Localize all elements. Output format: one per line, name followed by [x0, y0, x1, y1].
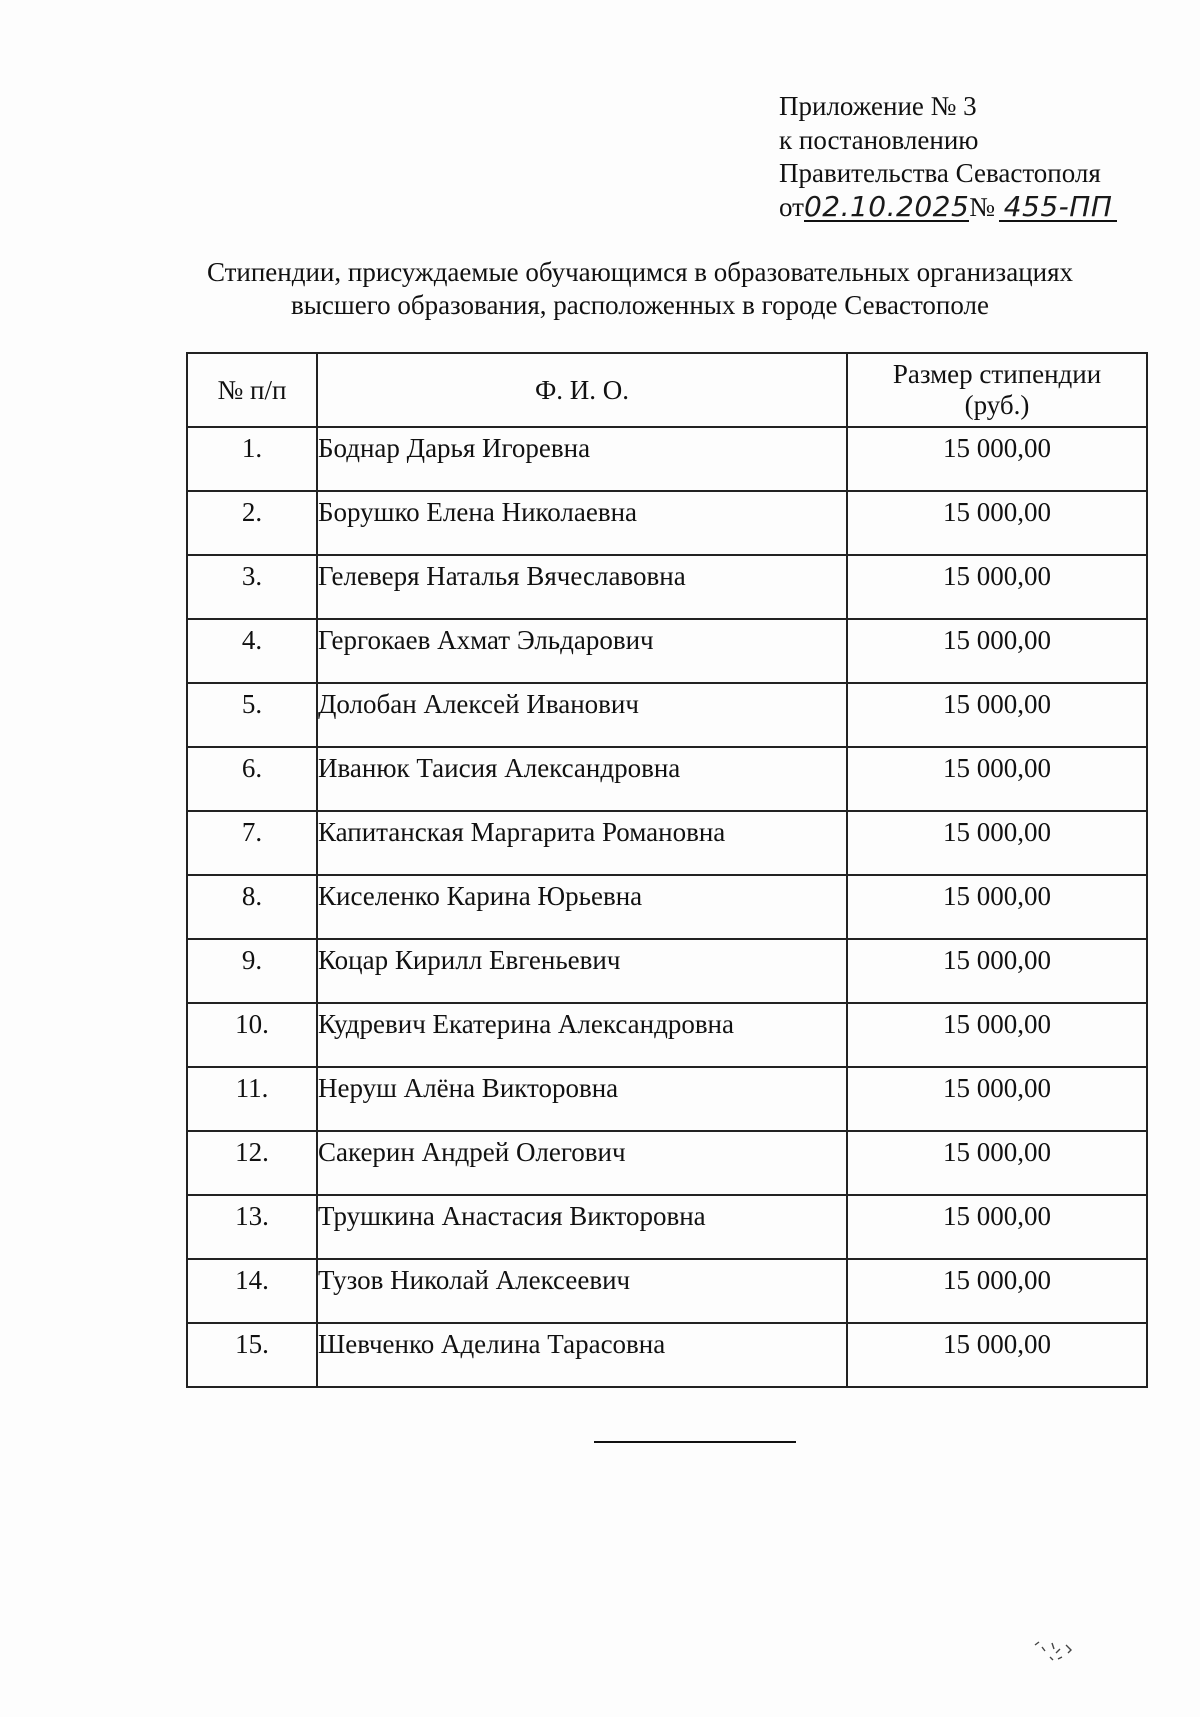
- row-number: 6.: [187, 747, 317, 811]
- scholarship-amount: 15 000,00: [847, 1323, 1147, 1387]
- scholarship-amount: 15 000,00: [847, 1067, 1147, 1131]
- row-number: 8.: [187, 875, 317, 939]
- recipient-name: Шевченко Аделина Тарасовна: [317, 1323, 847, 1387]
- recipient-name: Долобан Алексей Иванович: [317, 683, 847, 747]
- recipient-name: Трушкина Анастасия Викторовна: [317, 1195, 847, 1259]
- handwritten-date: 02.10.2025: [803, 189, 970, 223]
- row-number: 3.: [187, 555, 317, 619]
- table-row: [187, 811, 1147, 875]
- recipient-name: Иванюк Таисия Александровна: [317, 747, 847, 811]
- recipient-name: Тузов Николай Алексеевич: [317, 1259, 847, 1323]
- appendix-line-2: к постановлению: [779, 124, 979, 155]
- number-sign: №: [969, 191, 996, 222]
- recipient-name: Неруш Алёна Викторовна: [317, 1067, 847, 1131]
- scholarship-amount: 15 000,00: [847, 1003, 1147, 1067]
- scholarship-amount: 15 000,00: [847, 491, 1147, 555]
- header-number: № п/п: [187, 353, 317, 427]
- scholarship-amount: 15 000,00: [847, 939, 1147, 1003]
- appendix-line-3: Правительства Севастополя: [779, 158, 1101, 188]
- appendix-date-line: [779, 191, 1117, 225]
- table-row: [187, 683, 1147, 747]
- table-row: [187, 1067, 1147, 1131]
- recipient-name: Сакерин Андрей Олегович: [317, 1131, 847, 1195]
- date-prefix: от: [779, 191, 804, 222]
- table-body: [187, 427, 1147, 1387]
- recipient-name: Коцар Кирилл Евгеньевич: [317, 939, 847, 1003]
- recipient-name: Борушко Елена Николаевна: [317, 491, 847, 555]
- recipient-name: Капитанская Маргарита Романовна: [317, 811, 847, 875]
- row-number: 13.: [187, 1195, 317, 1259]
- row-number: 15.: [187, 1323, 317, 1387]
- table-row: [187, 1131, 1147, 1195]
- table-row: [187, 619, 1147, 683]
- table-row: [187, 491, 1147, 555]
- table-header-row: [187, 353, 1147, 427]
- recipient-name: Киселенко Карина Юрьевна: [317, 875, 847, 939]
- table-row: [187, 875, 1147, 939]
- table-row: [187, 555, 1147, 619]
- header-amount-line-2: (руб.): [964, 390, 1030, 420]
- header-amount: [847, 353, 1147, 427]
- row-number: 1.: [187, 427, 317, 491]
- recipient-name: Гергокаев Ахмат Эльдарович: [317, 619, 847, 683]
- table-row: [187, 1003, 1147, 1067]
- document-title: [150, 256, 1130, 322]
- title-line-2: высшего образования, расположенных в городе Севастополе: [291, 290, 989, 320]
- table-row: [187, 747, 1147, 811]
- header-amount-line-1: Размер стипендии: [892, 359, 1102, 389]
- scholarship-amount: 15 000,00: [847, 683, 1147, 747]
- title-line-1: Стипендии, присуждаемые обучающимся в образовательных организациях: [206, 257, 1074, 287]
- row-number: 4.: [187, 619, 317, 683]
- row-number: 14.: [187, 1259, 317, 1323]
- margin-scribble: [1030, 1635, 1100, 1675]
- table-row: [187, 427, 1147, 491]
- scholarship-amount: 15 000,00: [847, 811, 1147, 875]
- scholarship-amount: 15 000,00: [847, 875, 1147, 939]
- scholarship-amount: 15 000,00: [847, 1131, 1147, 1195]
- recipient-name: Гелеверя Наталья Вячеславовна: [317, 555, 847, 619]
- scholarship-amount: 15 000,00: [847, 1195, 1147, 1259]
- appendix-line-1: Приложение № 3: [779, 91, 977, 121]
- header-name: Ф. И. О.: [317, 353, 847, 427]
- row-number: 9.: [187, 939, 317, 1003]
- recipient-name: Боднар Дарья Игоревна: [317, 427, 847, 491]
- row-number: 7.: [187, 811, 317, 875]
- scholarship-amount: 15 000,00: [847, 1259, 1147, 1323]
- scholarship-table: [186, 352, 1148, 1388]
- table-row: [187, 1259, 1147, 1323]
- handwritten-number: 455-ПП: [999, 194, 1117, 222]
- row-number: 11.: [187, 1067, 317, 1131]
- row-number: 12.: [187, 1131, 317, 1195]
- table-row: [187, 1323, 1147, 1387]
- scholarship-amount: 15 000,00: [847, 555, 1147, 619]
- closing-divider: [594, 1441, 796, 1443]
- table-row: [187, 939, 1147, 1003]
- row-number: 2.: [187, 491, 317, 555]
- table-row: [187, 1195, 1147, 1259]
- scholarship-amount: 15 000,00: [847, 619, 1147, 683]
- recipient-name: Кудревич Екатерина Александровна: [317, 1003, 847, 1067]
- row-number: 5.: [187, 683, 317, 747]
- scholarship-amount: 15 000,00: [847, 747, 1147, 811]
- scholarship-amount: 15 000,00: [847, 427, 1147, 491]
- row-number: 10.: [187, 1003, 317, 1067]
- appendix-header: [779, 90, 1117, 224]
